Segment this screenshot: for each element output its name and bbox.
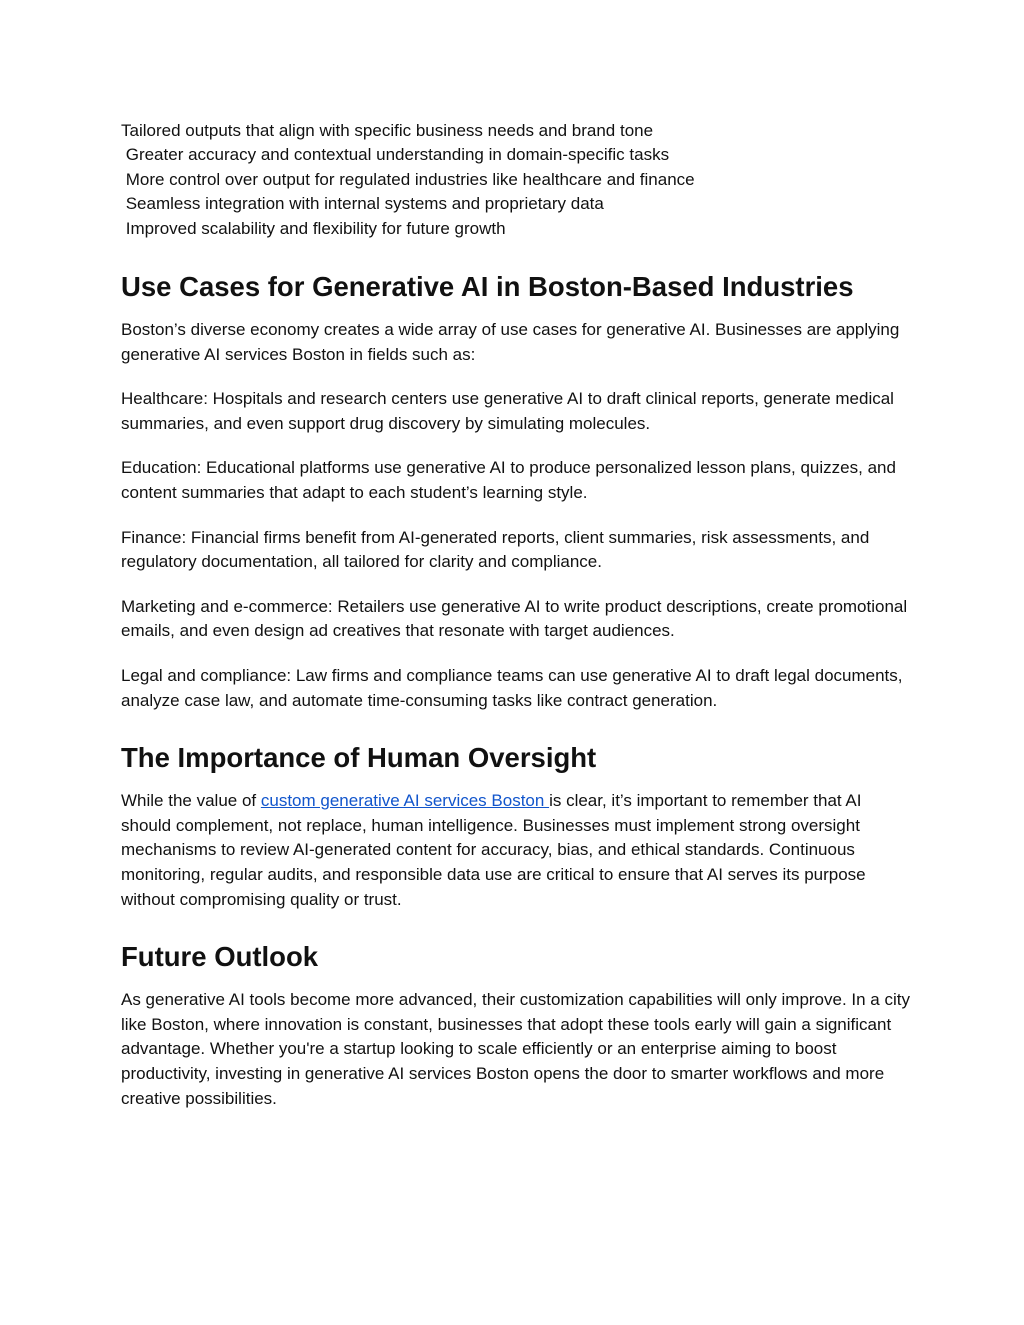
use-cases-intro: Boston’s diverse economy creates a wide array of use cases for generative AI. Businesses are applying generative AI services Boston in fields such as: [121, 320, 900, 364]
benefit-item: Improved scalability and flexibility for future growth [121, 218, 506, 238]
oversight-text-before-link: While the value of [121, 791, 261, 811]
sector-legal: Legal and compliance: Law firms and compliance teams can use generative AI to draft legal documents, analyze case law, and automate time-consuming tasks like contract generation. [121, 665, 903, 710]
use-cases-heading: Use Cases for Generative AI in Boston-Based Industries [121, 271, 854, 303]
benefit-item: Seamless integration with internal systems and proprietary data [121, 194, 604, 214]
oversight-paragraph [121, 789, 911, 912]
sector-education: Education: Educational platforms use generative AI to produce personalized lesson plans, quizzes, and content summaries that adapt to each student’s learning style. [121, 458, 896, 502]
future-outlook-heading: Future Outlook [121, 941, 319, 973]
oversight-text-after-link: is clear, it’s important to remember that AI should complement, not replace, human intelligence. Businesses must implement strong oversight mechanisms to review AI-generated content for accuracy, bias, and ethical standards. Continuous monitoring, regular audits, and responsible data use are critical to ensure that AI serves its purpose without compromising quality or trust. [121, 791, 866, 909]
benefit-item: Greater accuracy and contextual understanding in domain-specific tasks [121, 145, 670, 165]
custom-generative-ai-link[interactable]: custom generative AI services Boston [260, 791, 550, 811]
sector-finance: Finance: Financial firms benefit from AI-generated reports, client summaries, risk assessments, and regulatory documentation, all tailored for clarity and compliance. [121, 527, 870, 572]
sector-marketing: Marketing and e-commerce: Retailers use generative AI to write product descriptions, create promotional emails, and even design ad creatives that resonate with target audiences. [121, 596, 908, 641]
benefit-item: Tailored outputs that align with specific business needs and brand tone [121, 121, 654, 140]
sector-healthcare: Healthcare: Hospitals and research centers use generative AI to draft clinical reports, generate medical summaries, and even support drug discovery by simulating molecules. [121, 389, 894, 433]
benefit-item: More control over output for regulated industries like healthcare and finance [121, 169, 695, 189]
document-page [121, 119, 911, 1111]
future-outlook-paragraph: As generative AI tools become more advanced, their customization capabilities will only improve. In a city like Boston, where innovation is constant, businesses that adopt these tools early will gain a significant advantage. Whether you're a startup looking to scale efficiently or an enterprise aiming to boost productivity, investing in generative AI services Boston opens the door to smarter workflows and more creative possibilities. [121, 990, 910, 1108]
benefits-list [121, 119, 911, 241]
oversight-heading: The Importance of Human Oversight [121, 742, 597, 774]
